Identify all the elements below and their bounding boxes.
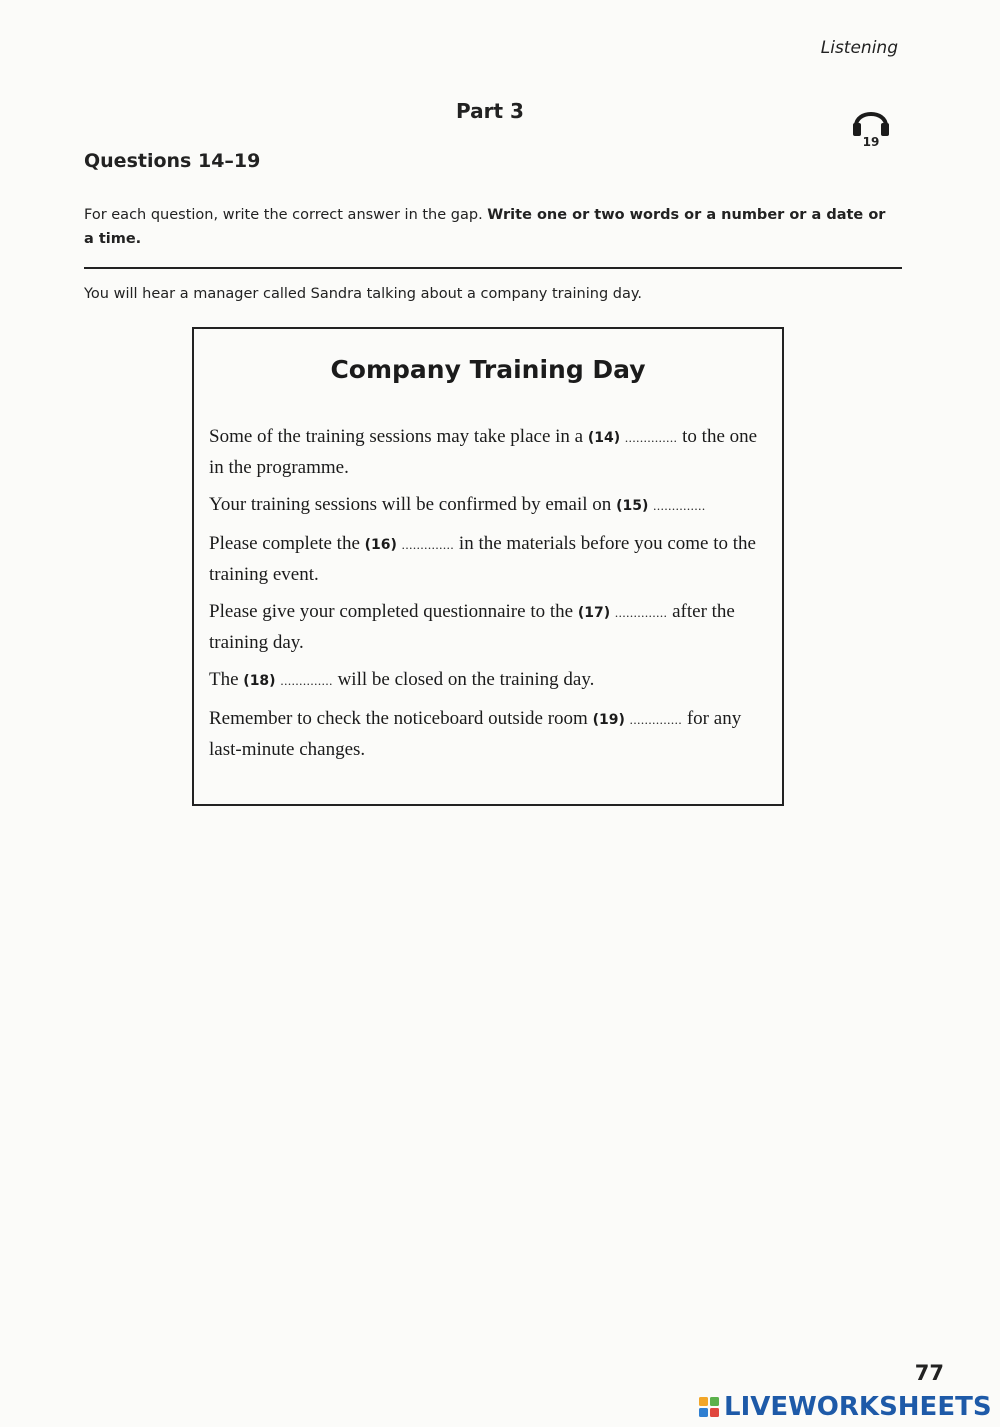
liveworksheets-logo[interactable] (698, 1391, 992, 1423)
notes-title: Company Training Day (330, 355, 646, 384)
question-number: (18) (243, 673, 276, 689)
context-text: You will hear a manager called Sandra talking about a company training day. (84, 286, 642, 302)
answer-gap-18[interactable]: .............. (280, 673, 333, 688)
answer-gap-17[interactable]: .............. (614, 605, 668, 620)
note-item-18 (209, 665, 774, 696)
brand-name: LIVEWORKSHEETS (724, 1392, 992, 1422)
note-item-14 (209, 422, 774, 482)
note-text: in the materials before you come to the training event. (209, 533, 756, 585)
question-number: (14) (587, 430, 621, 446)
question-number: (19) (592, 712, 625, 728)
note-text: Please give your completed questionnaire to the (209, 601, 578, 622)
answer-gap-15[interactable]: .............. (653, 498, 706, 513)
instructions (84, 203, 894, 251)
note-text: The (209, 669, 244, 690)
note-item-17 (209, 597, 774, 657)
question-number: (17) (577, 605, 611, 621)
note-text: Some of the training sessions may take place in a (209, 426, 588, 447)
note-text: after the training day. (209, 601, 735, 653)
audio-track-number: 19 (862, 135, 880, 149)
instructions-emphasis: Write one or two words or a number or a date or a time. (84, 207, 886, 247)
part-title: Part 3 (456, 99, 524, 123)
notes-list (209, 422, 774, 772)
note-text: Remember to check the noticeboard outside room (209, 708, 593, 729)
note-text: Please complete the (209, 533, 365, 554)
answer-gap-16[interactable]: .............. (401, 537, 455, 552)
note-text: Your training sessions will be confirmed by email on (209, 494, 617, 515)
notes-box (192, 327, 784, 806)
note-item-16 (209, 529, 774, 589)
note-text: to the one in the programme. (209, 426, 758, 478)
page-number: 77 (914, 1361, 944, 1385)
note-text: will be closed on the training day. (332, 669, 595, 690)
note-item-19 (209, 704, 774, 764)
answer-gap-19[interactable]: .............. (629, 712, 683, 727)
question-number: (16) (364, 537, 397, 553)
note-item-15 (209, 490, 774, 521)
divider (84, 267, 902, 269)
section-label: Listening (820, 38, 898, 58)
questions-title: Questions 14–19 (84, 150, 261, 172)
liveworksheets-grid-icon (698, 1396, 720, 1418)
answer-gap-14[interactable]: .............. (624, 430, 678, 445)
instructions-text: For each question, write the correct answer in the gap. (84, 207, 488, 223)
note-text: for any last-minute changes. (209, 708, 742, 760)
question-number: (15) (616, 498, 649, 514)
